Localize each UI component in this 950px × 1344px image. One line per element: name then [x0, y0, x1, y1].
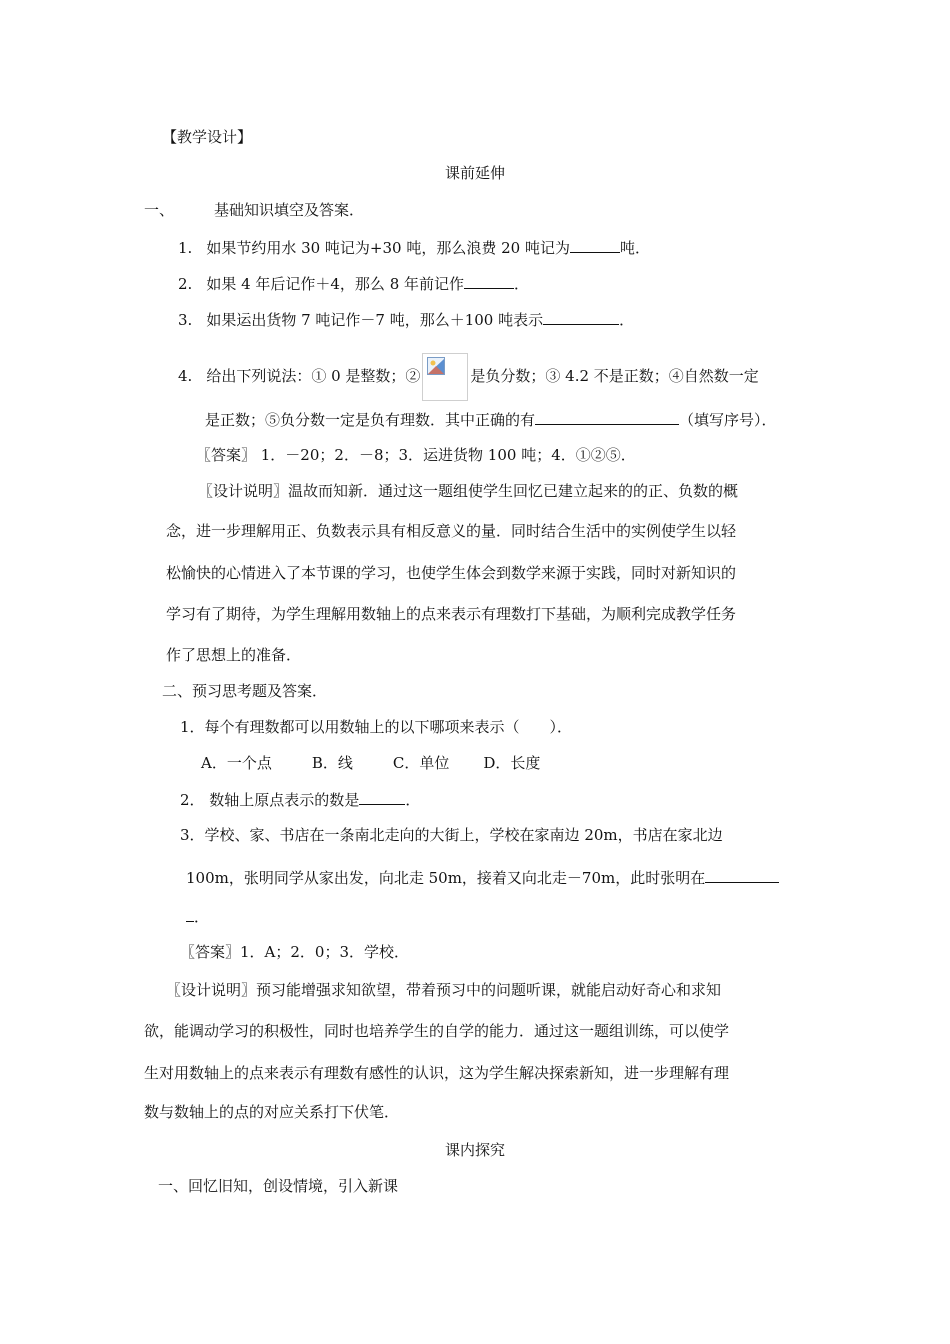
question-4-line2	[205, 409, 777, 430]
question-3	[178, 309, 634, 330]
heading: 【教学设计】	[162, 128, 253, 146]
answer-part1: 〖答案〗 1．－20；2．－8；3．运进货物 100 吨；4．①②⑤．	[196, 446, 636, 464]
design-note-1-line4: 学习有了期待，为学生理解用数轴上的点来表示有理数打下基础，为顺利完成教学任务	[166, 605, 737, 623]
option-d: D．长度	[483, 754, 541, 772]
design-note-2-line2: 欲，能调动学习的积极性，同时也培养学生的自学的能力．通过这一题组训练，可以使学	[144, 1022, 730, 1040]
part2-question-3-line2	[186, 867, 779, 888]
part2-question-3-line1: 3．学校、家、书店在一条南北走向的大街上，学校在家南边 20m，书店在家北边	[180, 826, 723, 844]
design-note-1-line2: 念，进一步理解用正、负数表示具有相反意义的量．同时结合生活中的实例使学生以轻	[166, 522, 737, 540]
question-text-end: ．	[194, 908, 210, 926]
design-note-2-line3: 生对用数轴上的点来表示有理数有感性的认识，这为学生解决探索新知，进一步理解有理	[144, 1064, 730, 1082]
question-number: 2.	[178, 275, 193, 293]
question-number: 1.	[178, 239, 193, 257]
answer-blank	[359, 789, 405, 805]
in-part1-heading: 一、回忆旧知，创设情境，引入新课	[158, 1177, 399, 1195]
question-text: 如果节约用水 30 吨记为+30 吨，那么浪费 20 吨记为	[206, 239, 570, 257]
question-2	[178, 273, 529, 294]
question-text-end: ．	[405, 791, 421, 809]
part2-question-3-line3	[186, 906, 209, 927]
answer-blank	[464, 273, 514, 289]
question-4-line1	[178, 353, 759, 401]
design-note-1-line3: 松愉快的心情进入了本节课的学习，也使学生体会到数学来源于实践，同时对新知识的	[166, 564, 737, 582]
part2-heading: 二、预习思考题及答案．	[162, 682, 328, 700]
question-number: 4.	[178, 367, 193, 385]
question-number: 3.	[178, 311, 193, 329]
question-text: 如果 4 年后记作＋4，那么 8 年前记作	[206, 275, 465, 293]
question-1	[178, 237, 650, 258]
section-title-in: 课内探究	[444, 1141, 505, 1159]
design-note-2-line4: 数与数轴上的点的对应关系打下伏笔．	[144, 1103, 400, 1121]
question-text: 是正数；⑤负分数一定是负有理数．其中正确的有	[205, 411, 536, 429]
answer-blank	[705, 867, 779, 883]
answer-blank	[535, 409, 679, 425]
question-text-end: （填写序号）．	[679, 411, 777, 429]
part1-heading	[144, 200, 364, 220]
part1-title: 基础知识填空及答案．	[214, 201, 365, 219]
answer-part2: 〖答案〗1．A；2．0；3．学校．	[180, 943, 410, 961]
option-c: C．单位	[392, 754, 450, 772]
design-note-2-line1: 〖设计说明〗预习能增强求知欲望，带着预习中的问题听课，就能启动好奇心和求知	[166, 981, 722, 999]
design-note-1-line1: 〖设计说明〗温故而知新．通过这一题组使学生回忆已建立起来的的正、负数的概	[198, 482, 739, 500]
part2-question-2	[180, 789, 420, 810]
answer-blank	[570, 237, 620, 253]
question-text: 100m，张明同学从家出发，向北走 50m，接着又向北走－70m，此时张明在	[186, 869, 706, 887]
option-b: B．线	[311, 754, 353, 772]
question-text-cont: 是负分数；③ 4.2 不是正数；④自然数一定	[470, 367, 759, 385]
question-text: 如果运出货物 7 吨记作－7 吨，那么＋100 吨表示	[206, 311, 544, 329]
question-text: 2． 数轴上原点表示的数是	[180, 791, 360, 809]
part1-number: 一、	[144, 201, 175, 219]
question-text-end: ．	[619, 311, 635, 329]
question-text-end: 吨．	[619, 239, 650, 257]
option-a: A．一个点	[201, 754, 272, 772]
part2-question-1-options	[201, 753, 540, 773]
missing-image-icon	[422, 353, 468, 401]
question-text: 给出下列说法：① 0 是整数；②	[206, 367, 421, 385]
design-note-1-line5: 作了思想上的准备．	[166, 646, 302, 664]
answer-blank	[543, 309, 619, 325]
part2-question-1: 1．每个有理数都可以用数轴上的以下哪项来表示（ ）．	[180, 718, 573, 736]
question-text-end: ．	[514, 275, 530, 293]
answer-blank	[186, 906, 194, 922]
section-title-pre: 课前延伸	[444, 164, 505, 182]
